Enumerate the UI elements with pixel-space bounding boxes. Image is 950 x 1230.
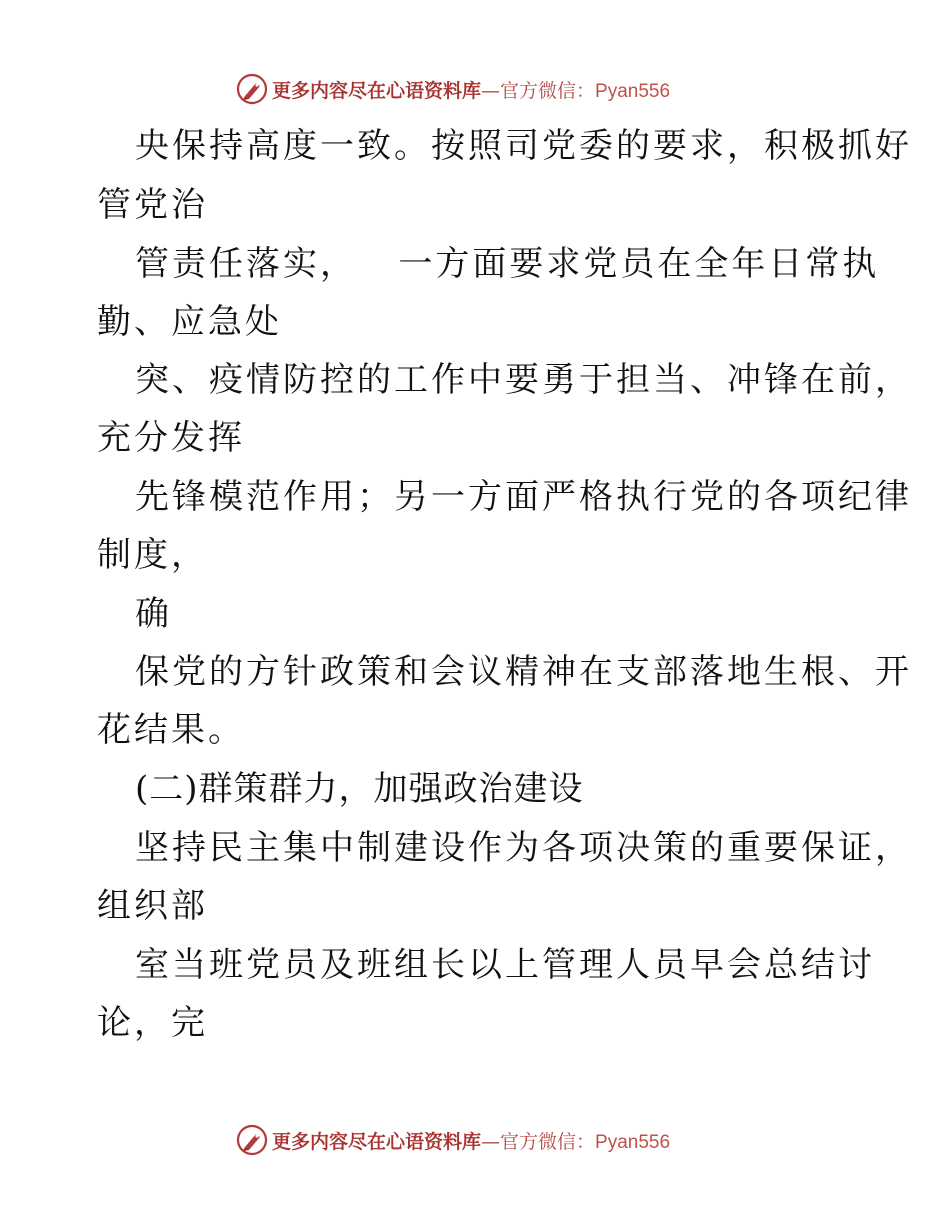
footer-watermark-banner [236,1123,670,1157]
body-line: 管责任落实， 一方面要求党员在全年日常执 [135,244,880,284]
banner-wechat-id: Pyan556 [595,1131,671,1153]
pen-nib-logo-icon [236,1124,268,1156]
body-line: 制度， [97,535,208,575]
body-line: 突、疫情防控的工作中要勇于担当、冲锋在前， [135,360,912,400]
body-line: 室当班党员及班组长以上管理人员早会总结讨 [135,945,875,985]
body-line: 保党的方针政策和会议精神在支部落地生根、开 [135,652,912,692]
body-line: 管党治 [97,185,208,225]
body-line: 坚持民主集中制建设作为各项决策的重要保证， [135,828,912,868]
banner-brand-text: 更多内容尽在心语资料库 [272,79,482,102]
body-line: 央保持高度一致。按照司党委的要求，积极抓好 [135,126,912,166]
body-line: 确 [135,594,172,634]
banner-dash: — [481,1130,501,1153]
banner-brand-text: 更多内容尽在心语资料库 [272,1130,482,1153]
header-watermark-banner [236,72,670,106]
banner-official-label: 官方微信： [500,79,596,102]
body-line: 勤、应急处 [97,302,282,342]
body-line: 先锋模范作用；另一方面严格执行党的各项纪律 [135,477,912,517]
pen-nib-logo-icon [236,73,268,105]
body-line: 组织部 [97,886,208,926]
section-heading: (二)群策群力，加强政治建设 [135,769,584,809]
body-line: 论，完 [97,1003,208,1043]
banner-wechat-id: Pyan556 [595,80,671,102]
body-line: 花结果。 [97,710,245,750]
banner-dash: — [481,79,501,102]
body-line: 充分发挥 [97,418,245,458]
banner-official-label: 官方微信： [500,1130,596,1153]
